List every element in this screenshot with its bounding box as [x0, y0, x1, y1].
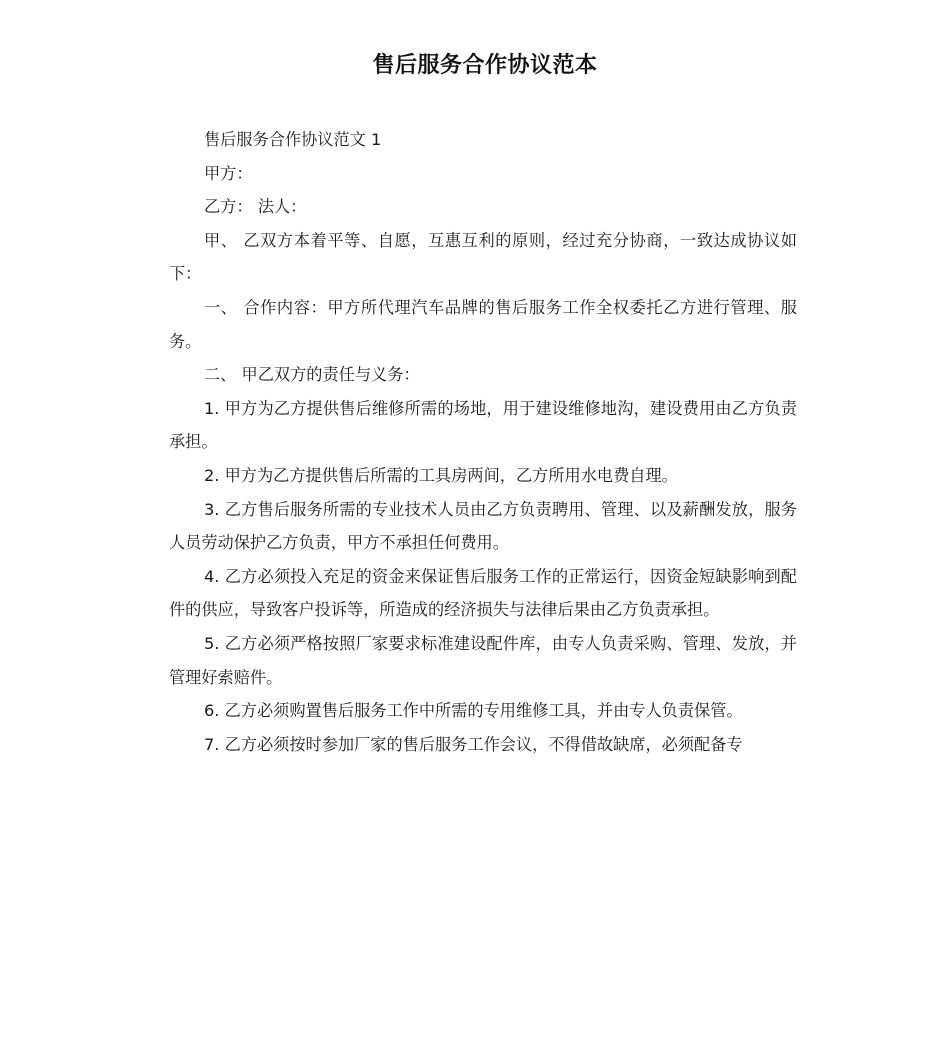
- paragraph-section-1: 一、 合作内容：甲方所代理汽车品牌的售后服务工作全权委托乙方进行管理、服务。: [169, 297, 797, 351]
- clause-2: 2. 甲方为乙方提供售后所需的工具房两间，乙方所用水电费自理。: [204, 465, 678, 485]
- clause-1: 1. 甲方为乙方提供售后维修所需的场地，用于建设维修地沟，建设费用由乙方负责承担。: [169, 398, 797, 452]
- clause-5: 5. 乙方必须严格按照厂家要求标准建设配件库，由专人负责采购、管理、发放，并管理好索赔件。: [169, 633, 797, 687]
- document-title: 售后服务合作协议范本: [372, 53, 598, 78]
- paragraph-preamble: 甲、 乙双方本着平等、自愿，互惠互利的原则，经过充分协商，一致达成协议如下：: [169, 230, 797, 284]
- clause-6: 6. 乙方必须购置售后服务工作中所需的专用维修工具，并由专人负责保管。: [204, 701, 743, 721]
- clause-7: 7. 乙方必须按时参加厂家的售后服务工作会议，不得借故缺席，必须配备专: [204, 734, 743, 754]
- paragraph-heading: 售后服务合作协议范文 1: [204, 130, 382, 149]
- clause-3: 3. 乙方售后服务所需的专业技术人员由乙方负责聘用、管理、以及薪酬发放，服务人员劳动保护乙方负责，甲方不承担任何费用。: [169, 499, 797, 553]
- clause-4: 4. 乙方必须投入充足的资金来保证售后服务工作的正常运行，因资金短缺影响到配件的供应，导致客户投诉等，所造成的经济损失与法律后果由乙方负责承担。: [169, 566, 797, 620]
- paragraph-party-b: 乙方： 法人：: [204, 197, 307, 217]
- document-body: [169, 123, 797, 761]
- paragraph-party-a: 甲方：: [204, 163, 253, 183]
- paragraph-section-2: 二、 甲乙双方的责任与义务：: [204, 365, 420, 385]
